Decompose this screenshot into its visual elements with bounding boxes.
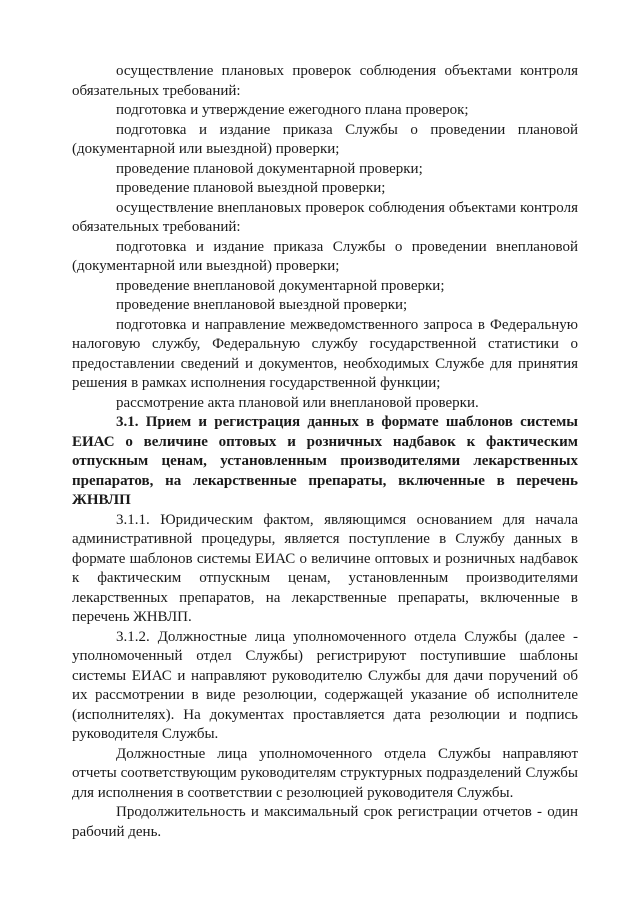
paragraph-planned-onsite: проведение плановой выездной проверки; (116, 180, 386, 196)
paragraph-inspection-act: рассмотрение акта плановой или внеплановой проверки. (116, 394, 479, 411)
paragraph-reports-forwarding: Должностные лица уполномоченного отдела Службы направляют отчеты соответствующим руководителям структурных подразделений Службы для исполнения в соответствии с резолюцией руководителя Службы. (72, 745, 578, 801)
paragraph-unplanned-inspections: осуществление внеплановых проверок соблюдения объектами контроля обязательных требований: (72, 199, 578, 235)
paragraph-unplanned-order: подготовка и издание приказа Службы о проведении внеплановой (документарной или выездной) проверки; (72, 238, 578, 274)
paragraph-interagency-request: подготовка и направление межведомственного запроса в Федеральную налоговую службу, Федеральную службу государственной статистики о предоставлении сведений и документов, необходимых Службе для принятия решения в рамках исполнения государственной функции; (72, 316, 578, 391)
paragraph-annual-plan: подготовка и утверждение ежегодного плана проверок; (116, 102, 469, 118)
paragraph-unplanned-documentary: проведение внеплановой документарной проверки; (116, 277, 445, 294)
paragraph-unplanned-onsite: проведение внеплановой выездной проверки; (116, 297, 408, 313)
paragraph-planned-documentary: проведение плановой документарной проверки; (116, 160, 423, 177)
paragraph-planned-order: подготовка и издание приказа Службы о проведении плановой (документарной или выездной) проверки; (72, 121, 578, 157)
paragraph-3-1-2: 3.1.2. Должностные лица уполномоченного отдела Службы (далее - уполномоченный отдел Службы) регистрируют поступившие шаблоны системы ЕИАС и направляют руководителю Службы для дачи поручений об их рассмотрении в виде резолюции, содержащей указание об исполнителе (исполнителях). На документах проставляется дата резолюции и подпись руководителя Службы. (72, 628, 578, 742)
section-heading-3-1: 3.1. Прием и регистрация данных в формате шаблонов системы ЕИАС о величине оптовых и розничных надбавок к фактическим отпускным ценам, установленным производителями лекарственных препаратов, на лекарственные препараты, включенные в перечень ЖНВЛП (72, 414, 578, 508)
paragraph-planned-inspections: осуществление плановых проверок соблюдения объектами контроля обязательных требований: (72, 63, 578, 99)
paragraph-registration-term: Продолжительность и максимальный срок регистрации отчетов - один рабочий день. (72, 804, 578, 840)
document-page (72, 62, 578, 842)
paragraph-3-1-1: 3.1.1. Юридическим фактом, являющимся основанием для начала административной процедуры, является поступление в Службу данных в формате шаблонов системы ЕИАС о величине оптовых и розничных надбавок к фактическим отпускным ценам, установленным производителями лекарственных препаратов, на лекарственные препараты, включенные в перечень ЖНВЛП. (72, 511, 578, 625)
